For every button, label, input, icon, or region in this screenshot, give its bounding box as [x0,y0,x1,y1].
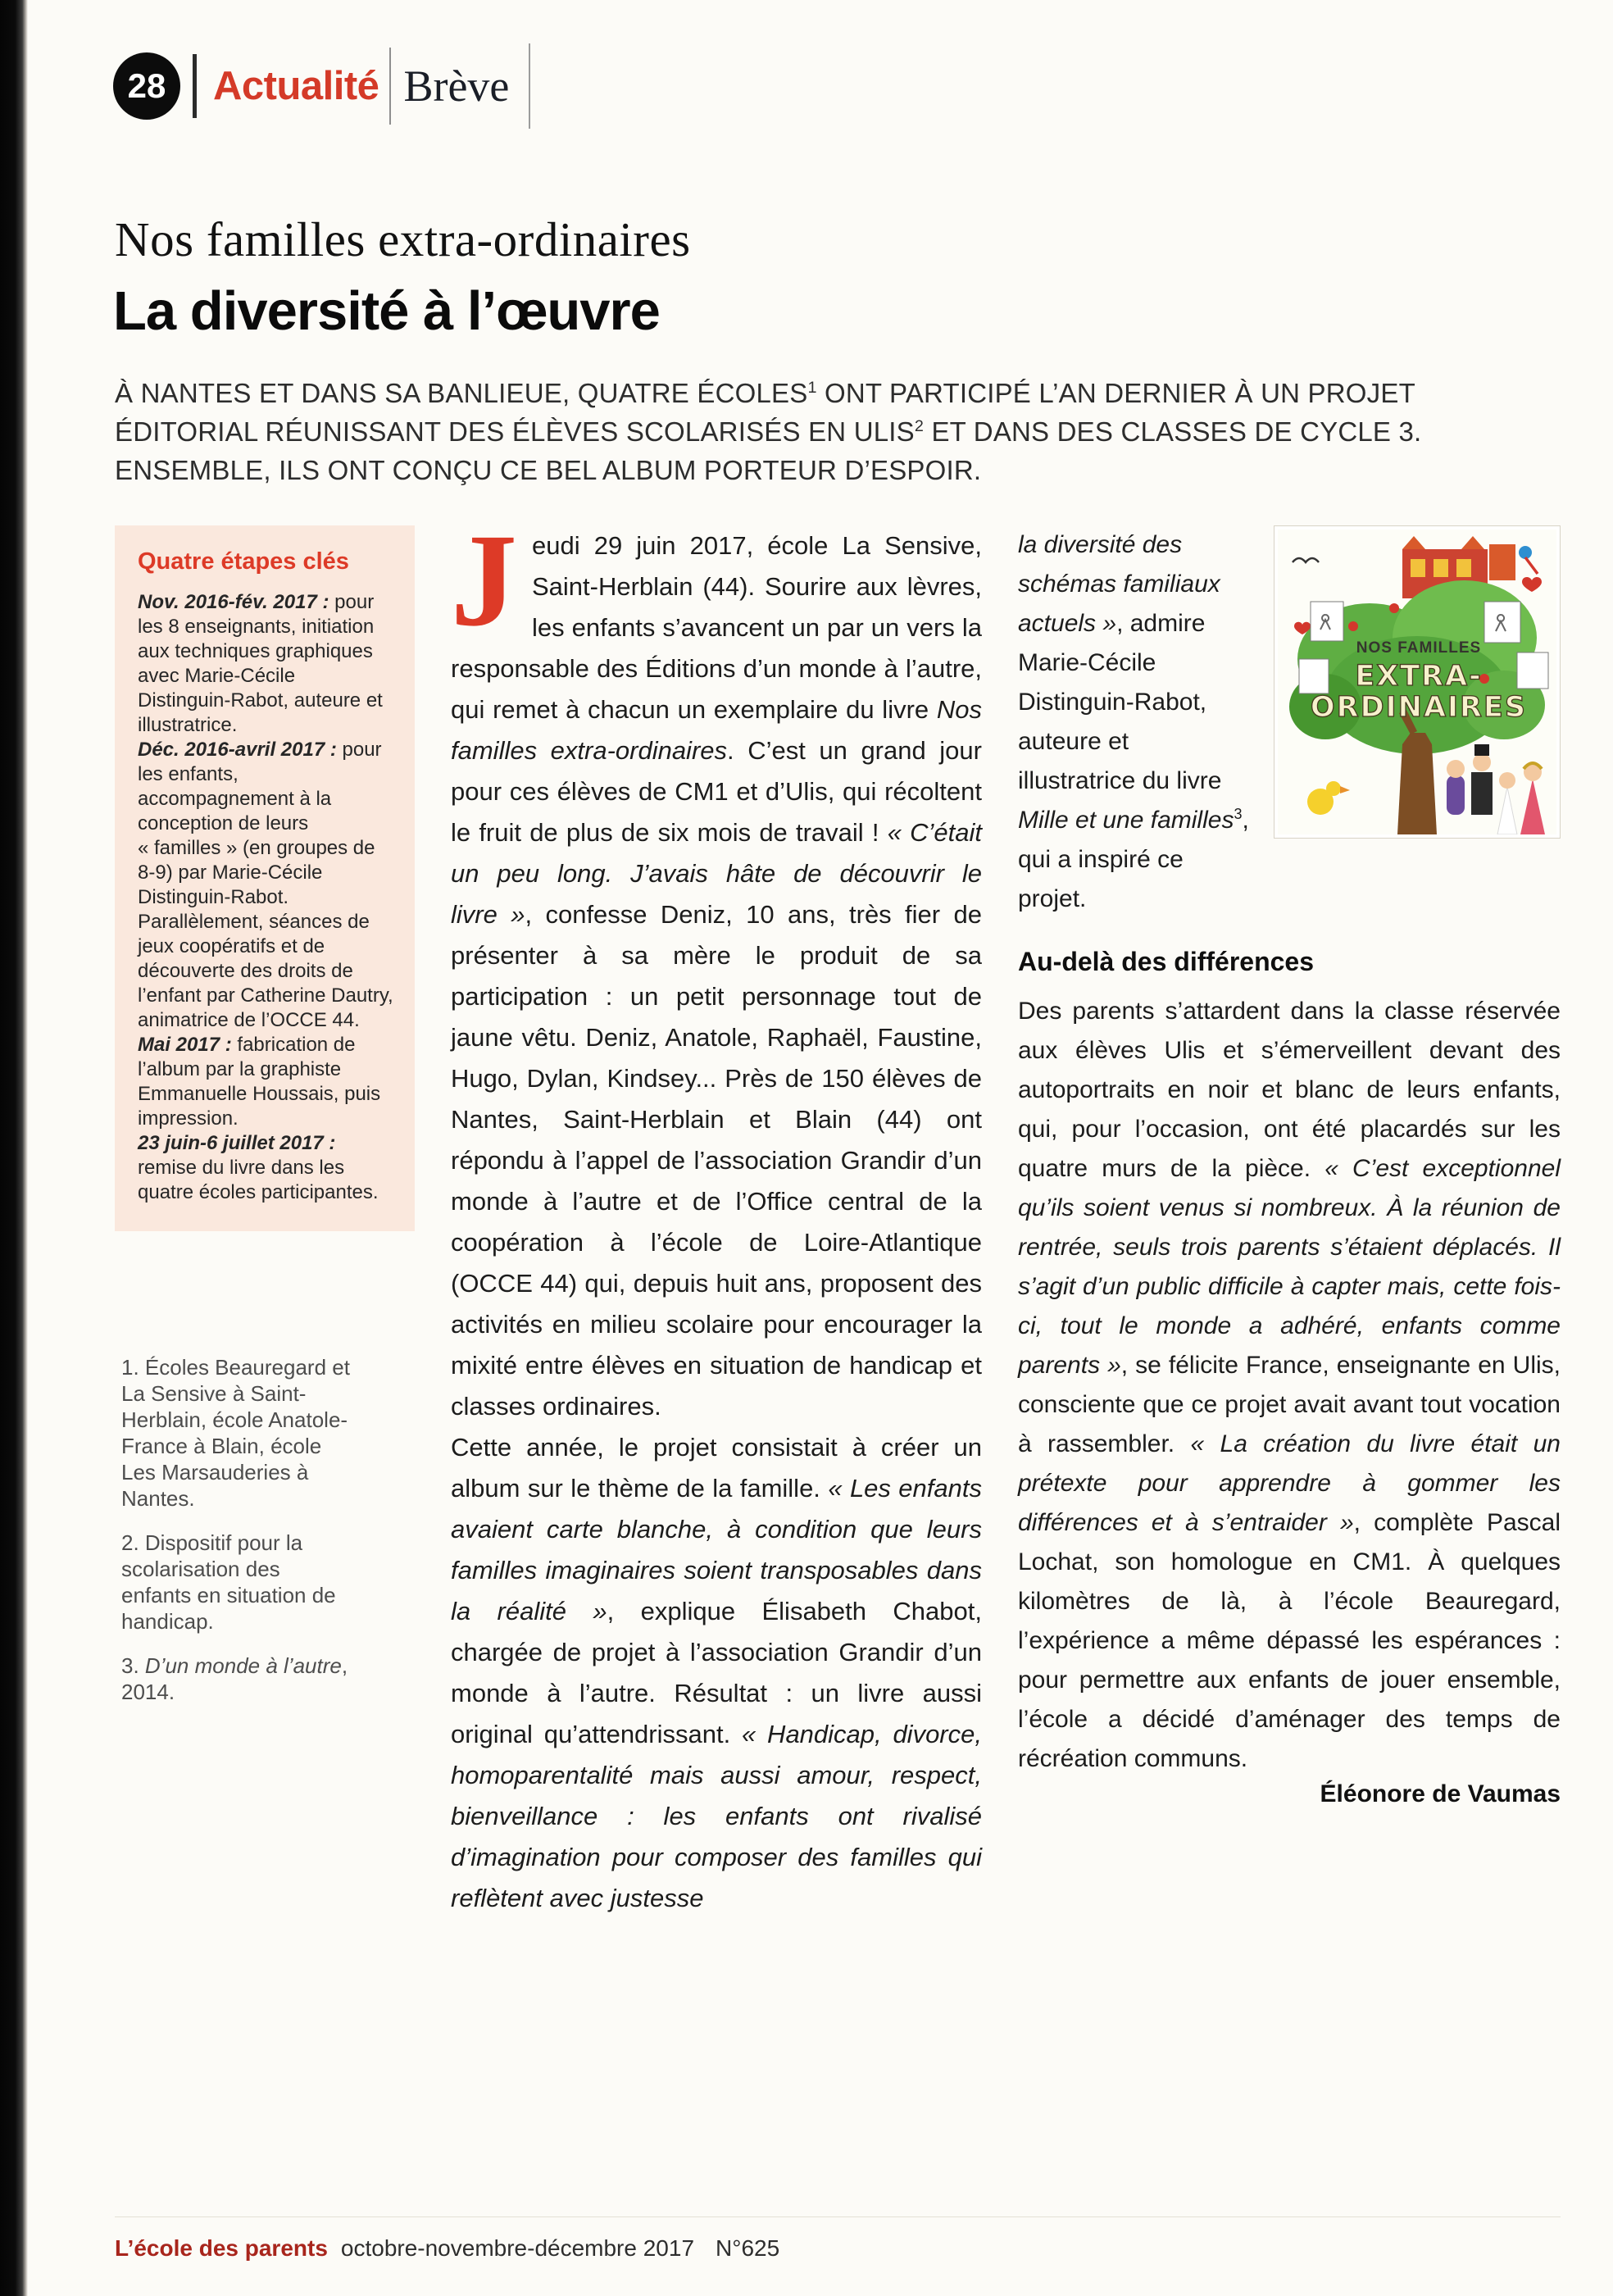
masthead-divider [529,43,530,129]
paragraph-text: eudi 29 juin 2017, école La Sensive, Saint-Herblain (44). Sourire aux lèvres, les enfants s’avancent un par un vers la responsable des Éditions d’un monde à l’autre, qui remet à chacun un exemplaire du livre Nos familles extra-ordinaires. C’est un grand jour pour ces élèves de CM1 et d’Ulis, qui récoltent le fruit de plus de six mois de travail ! « C’était un peu long. J’avais hâte de découvrir le livre », confesse Deniz, 10 ans, très fier de présenter à sa mère le produit de sa participation : un petit personnage tout de jaune vêtu. Deniz, Anatole, Raphaël, Faustine, Hugo, Dylan, Kindsey... Près de 150 élèves de Nantes, Saint-Herblain et Blain (44) ont répondu à l’appel de l’association Grandir d’un monde à l’autre et de l’Office central de la coopération à l’école de Loire-Atlantique (OCCE 44) qui, depuis huit ans, proposent des activités en milieu scolaire pour encourager la mixité entre élèves en situation de handicap et classes ordinaires. [451,531,982,1421]
left-column [115,525,415,1919]
footer-magazine-name: L’école des parents [115,2235,328,2261]
footnote: 3. D’un monde à l’autre, 2014. [121,1653,348,1704]
middle-column [451,507,983,1919]
article-title: La diversité à l’œuvre [113,280,660,342]
book-cover-title-line-1: NOS FAMILLES [1356,639,1482,657]
article-kicker: Nos familles extra-ordinaires [115,212,691,266]
article-paragraph [451,507,982,1427]
page-footer [115,2216,1561,2262]
right-column-top [1018,525,1561,919]
footnote: 2. Dispositif pour la scolarisation des enfants en situation de handicap. [121,1530,336,1634]
section-label: Actualité [213,64,379,108]
standfirst: À NANTES ET DANS SA BANLIEUE, QUATRE ÉCOLES$^1$ ONT PARTICIPÉ L’AN DERNIER À UN PROJET ÉDITORIAL RÉUNISSANT DES ÉLÈVES SCOLARISÉS EN ULIS$^2$ ET DANS DES CLASSES DE CYCLE 3. ENSEMBLE, ILS ONT CONÇU CE BEL ALBUM PORTEUR D’ESPOIR. [115,378,1422,485]
article-columns [115,507,1561,1919]
article-continuation: la diversité des schémas familiaux actuels », admire Marie-Cécile Distinguin-Rabot, auteure et illustratrice du livre Mille et une familles$^3$, qui a inspiré ce projet. [1018,531,1249,912]
key-steps-title: Quatre étapes clés [138,548,349,575]
article-paragraph: Cette année, le projet consistait à créer un album sur le thème de la famille. « Les enfants avaient carte blanche, à condition que leurs familles imaginaires soient transposables dans la réalité », explique Élisabeth Chabot, chargée de projet à l’association Grandir d’un monde à l’autre. Résultat : un livre aussi original qu’attendrissant. « Handicap, divorce, homoparentalité mais aussi amour, respect, bienveillance : les enfants ont rivalisé d’imagination pour composer des familles qui reflètent avec justesse [451,1433,983,1912]
book-cover-title-line-2: EXTRA- [1355,660,1483,693]
book-cover-frame [1274,525,1561,839]
byline: Éléonore de Vaumas [1320,1780,1561,1807]
footer-issue-date: octobre-novembre-décembre 2017 [340,2235,695,2261]
book-cover [1274,525,1561,919]
masthead-divider [389,48,391,125]
drop-cap: J [451,507,517,654]
book-cover-illustration [1278,530,1556,834]
scan-edge [0,0,28,2296]
subsection-label: Brève [403,61,510,111]
right-column [1018,525,1561,1919]
key-step: Mai 2017 : fabrication de l’album par la graphiste Emmanuelle Houssais, puis impression. [138,1034,381,1130]
footer-issue-number: N°625 [716,2235,780,2261]
masthead [113,41,1613,131]
key-step: 23 juin-6 juillet 2017 : remise du livre dans les quatre écoles participantes. [138,1132,379,1203]
section-subhead: Au-delà des différences [1018,947,1314,976]
footnote: 1. Écoles Beauregard et La Sensive à Saint-Herblain, école Anatole-France à Blain, école Les Marsauderies à Nantes. [121,1355,350,1511]
page-number: 28 [127,66,166,105]
footnotes [121,1354,415,1705]
headline-block [115,211,1561,489]
magazine-page [28,0,1613,2296]
masthead-divider [193,54,197,118]
key-step: Déc. 2016-avril 2017 : pour les enfants, accompagnement à la conception de leurs « familles » (en groupes de 8-9) par Marie-Cécile Distinguin-Rabot. Parallèlement, séances de jeux coopératifs et de découverte des droits de l’enfant par Catherine Dautry, animatrice de l’OCCE 44. [138,739,393,1031]
book-cover-title-line-3: ORDINAIRES [1310,691,1528,724]
page-number-badge [113,52,180,120]
article-paragraph: Des parents s’attardent dans la classe réservée aux élèves Ulis et s’émerveillent devant des autoportraits en noir et blanc de leurs enfants, qui, pour l’occasion, ont été placardés sur les quatre murs de la pièce. « C’est exceptionnel qu’ils soient venus si nombreux. À la réunion de rentrée, seuls trois parents s’étaient déplacés. Il s’agit d’un public difficile à capter mais, cette fois-ci, tout le monde a adhéré, enfants comme parents », se félicite France, enseignante en Ulis, consciente que ce projet avait avant tout vocation à rassembler. « La création du livre était un prétexte pour apprendre à gommer les différences et à s’entraider », complète Pascal Lochat, son homologue en CM1. À quelques kilomètres de là, à l’école Beauregard, l’expérience a même dépassé les espérances : pour permettre aux enfants de jouer ensemble, l’école a décidé d’aménager des temps de récréation communs. [1018,998,1561,1772]
key-step: Nov. 2016-fév. 2017 : pour les 8 enseignants, initiation aux techniques graphiques avec Marie-Cécile Distinguin-Rabot, auteure et illustratrice. [138,591,383,736]
key-steps-box [115,525,415,1231]
